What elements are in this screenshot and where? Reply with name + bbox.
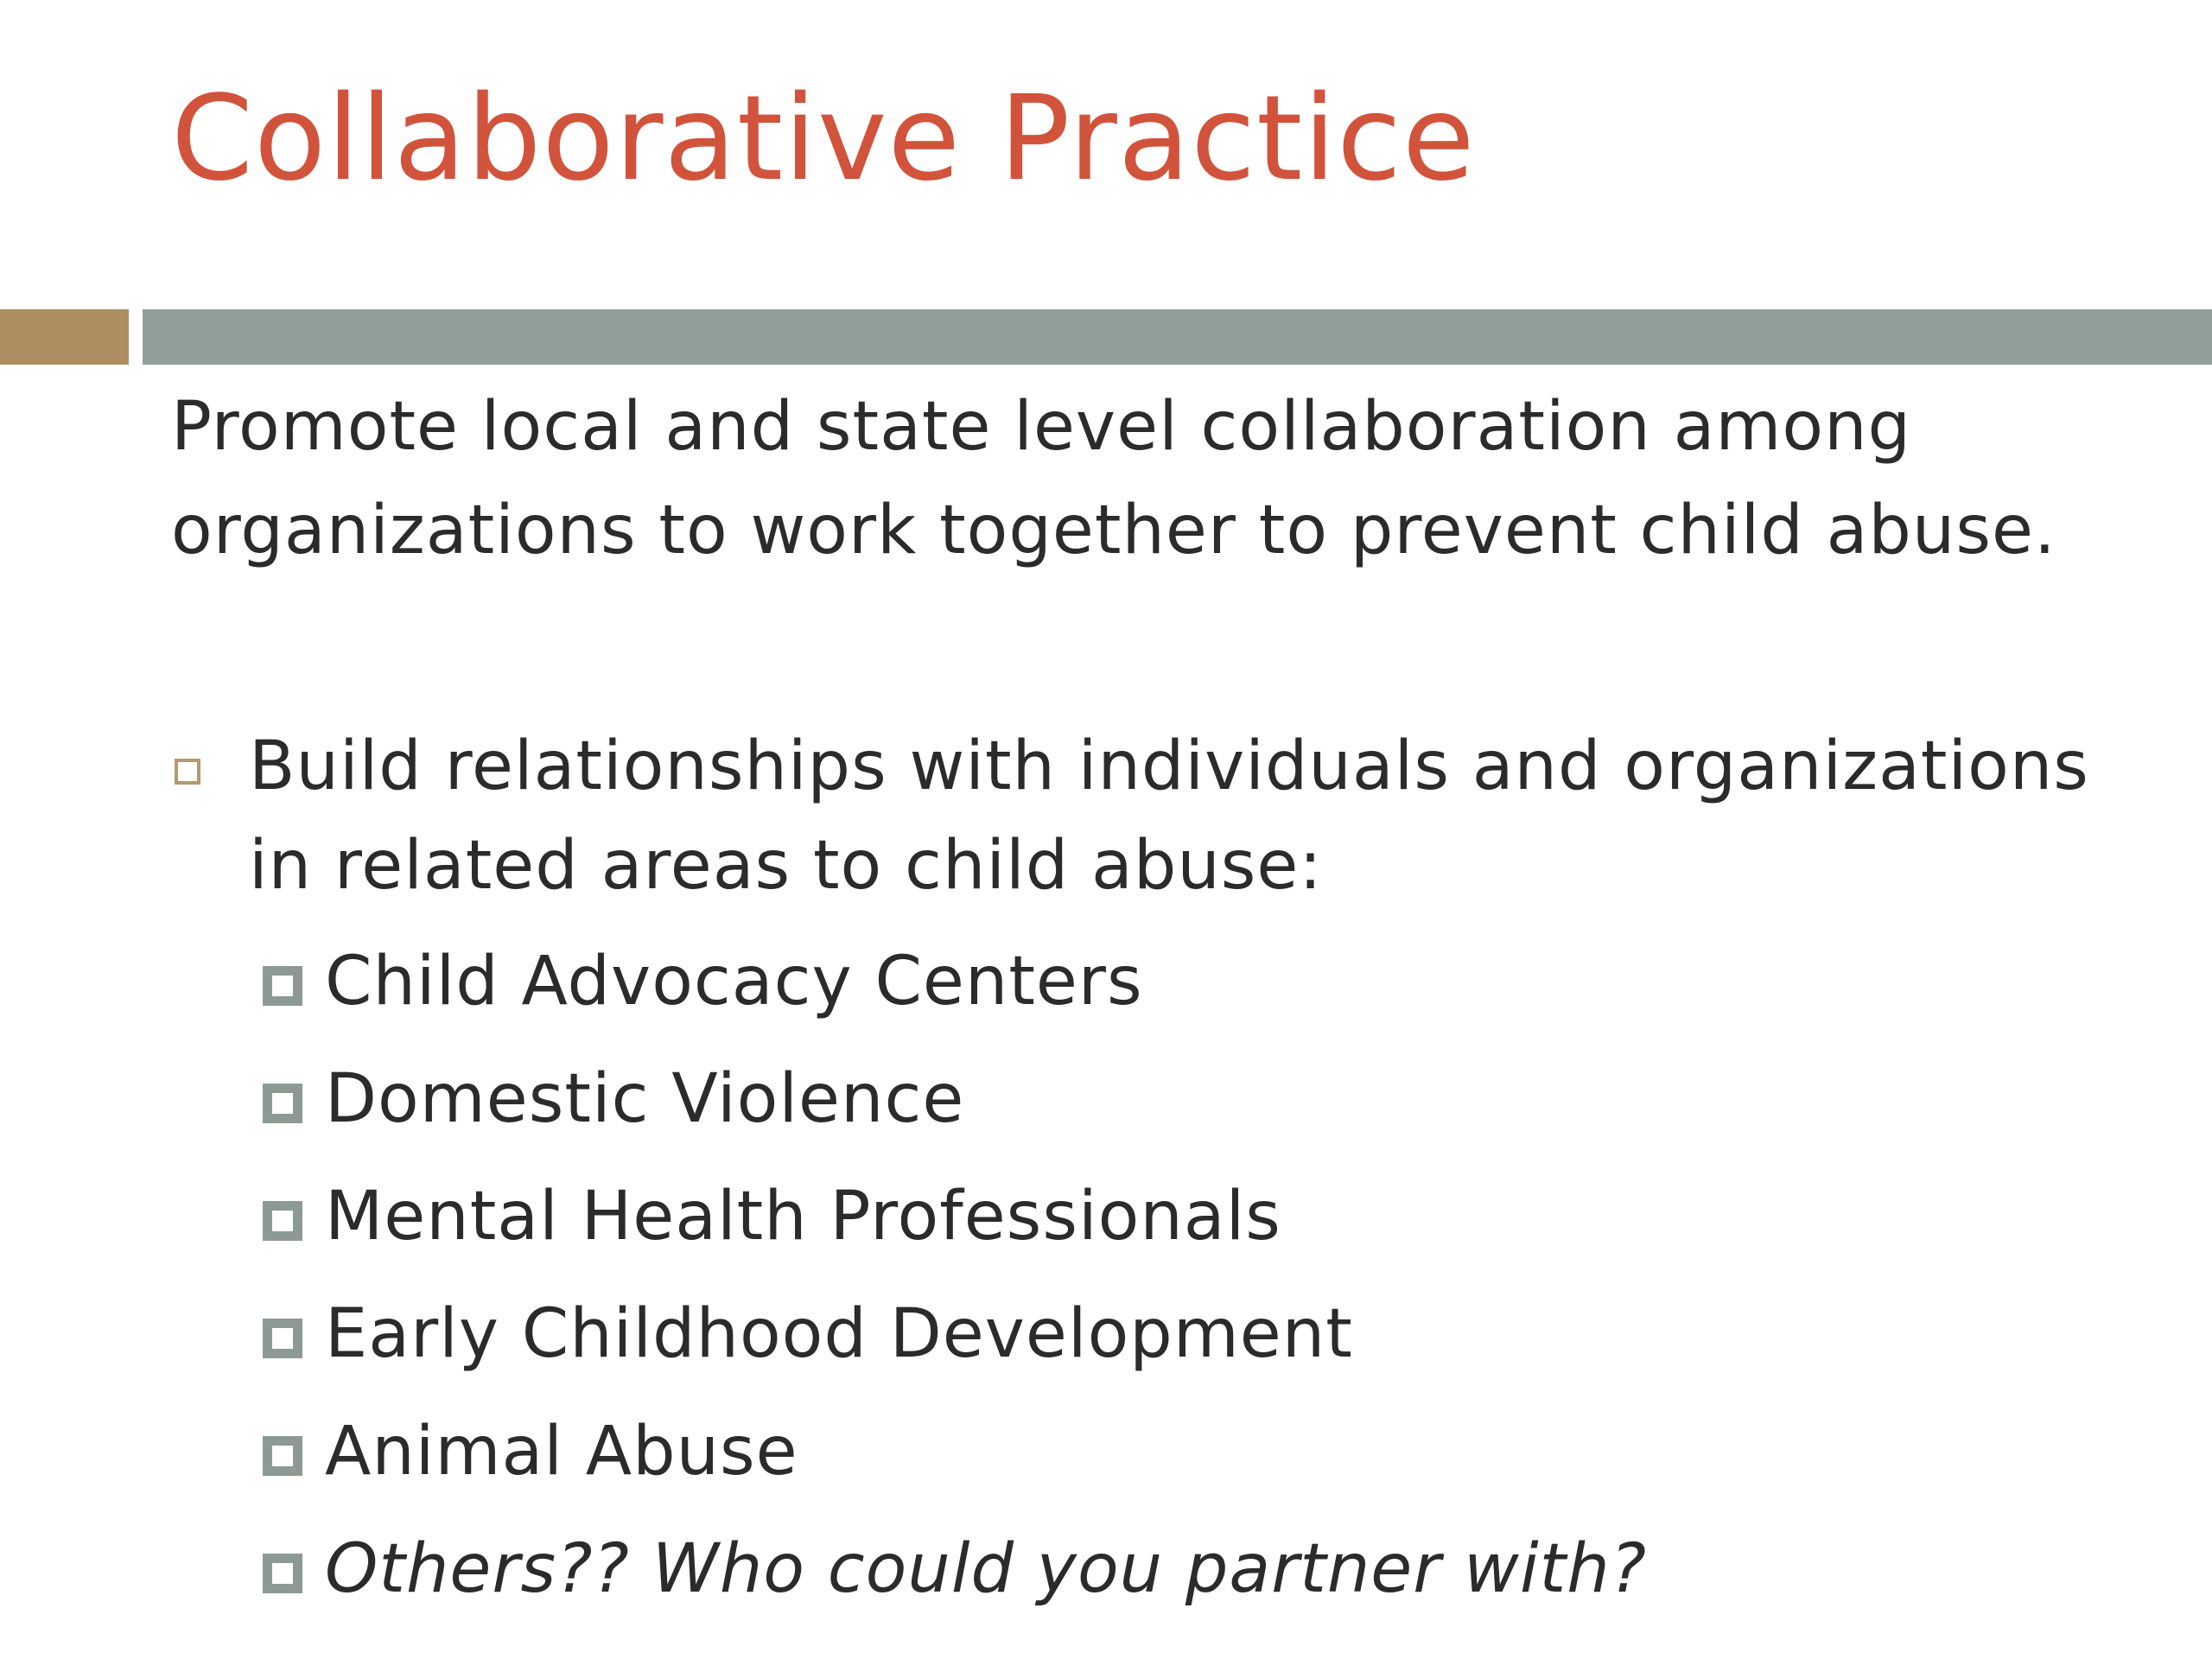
slide-title: Collaborative Practice	[171, 71, 1476, 207]
bullet-text: Build relationships with individuals and organizations in related areas to child abuse:	[249, 728, 2089, 905]
square-outline-icon	[175, 759, 200, 785]
sub-bullet-item	[171, 1510, 2158, 1628]
square-filled-icon	[263, 1436, 302, 1476]
square-filled-icon	[263, 1084, 302, 1123]
square-filled-icon	[263, 1554, 302, 1593]
accent-bar	[143, 309, 2212, 365]
sub-bullet-item	[171, 1040, 2158, 1158]
sub-bullet-text: Child Advocacy Centers	[325, 943, 1143, 1020]
sub-bullet-item	[171, 1275, 2158, 1393]
bullet-list	[171, 717, 2158, 1628]
sub-bullet-text: Mental Health Professionals	[325, 1178, 1281, 1255]
sub-bullet-text: Animal Abuse	[325, 1413, 798, 1491]
sub-bullet-text: Others?? Who could you partner with?	[325, 1530, 1648, 1608]
sub-bullet-text: Early Childhood Development	[325, 1295, 1353, 1373]
intro-text: Promote local and state level collaboration among organizations to work together to prevent child abuse.	[171, 388, 2056, 569]
accent-block	[0, 309, 129, 365]
square-filled-icon	[263, 1319, 302, 1358]
sub-bullet-text: Domestic Violence	[325, 1060, 965, 1138]
sub-bullet-item	[171, 1393, 2158, 1510]
bullet-item	[171, 717, 2158, 1628]
sub-bullet-item	[171, 923, 2158, 1040]
square-filled-icon	[263, 966, 302, 1006]
sub-bullet-item	[171, 1158, 2158, 1275]
sub-bullet-list	[249, 923, 2158, 1628]
square-filled-icon	[263, 1201, 302, 1241]
